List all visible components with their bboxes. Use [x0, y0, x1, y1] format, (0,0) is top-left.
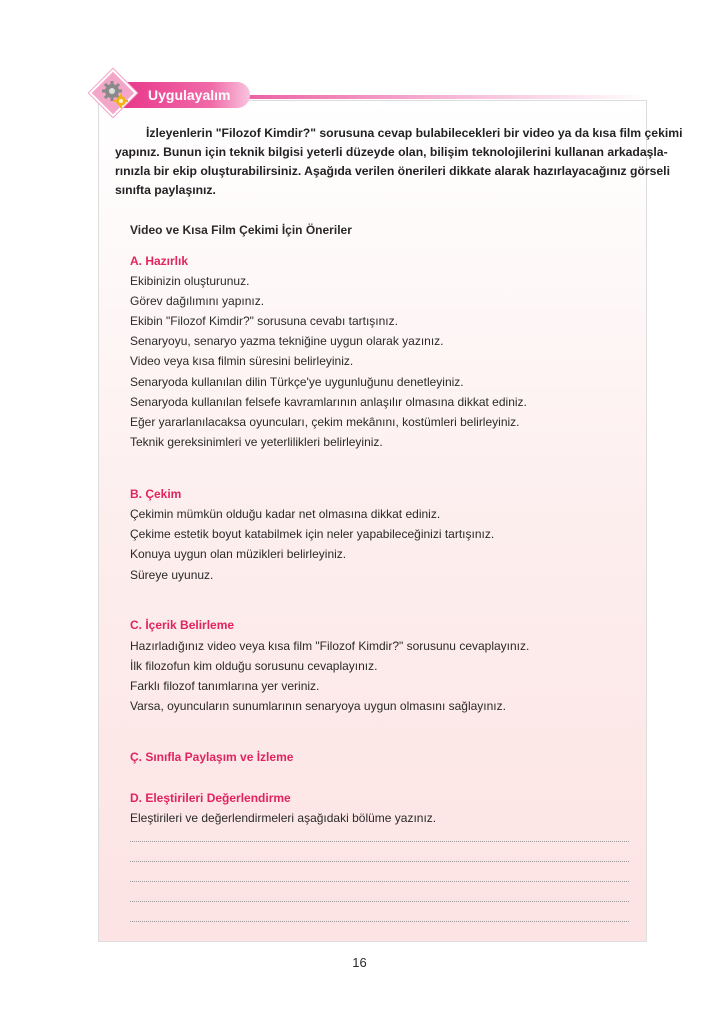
list-item: Süreye uyunuz. [130, 568, 214, 582]
writing-line[interactable] [130, 861, 629, 862]
section-heading: A. Hazırlık [130, 254, 189, 268]
list-item: Teknik gereksinimleri ve yeterlilikleri belirleyiniz. [130, 435, 383, 449]
section-heading: D. Eleştirileri Değerlendirme [130, 791, 291, 805]
list-item: Çekime estetik boyut katabilmek için neler yapabileceğinizi tartışınız. [130, 527, 495, 541]
list-item: Konuya uygun olan müzikleri belirleyiniz. [130, 547, 347, 561]
intro-line: sınıfta paylaşınız. [115, 183, 216, 197]
list-item: Senaryoyu, senaryo yazma tekniğine uygun olarak yazınız. [130, 334, 444, 348]
writing-line[interactable] [130, 881, 629, 882]
list-item: Video veya kısa filmin süresini belirleyiniz. [130, 354, 354, 368]
subtitle: Video ve Kısa Film Çekimi İçin Öneriler [130, 223, 352, 237]
header-line [230, 95, 650, 99]
list-item: Ekibin "Filozof Kimdir?" sorusuna cevabı tartışınız. [130, 314, 398, 328]
list-item: Varsa, oyuncuların sunumlarının senaryoya uygun olmasını sağlayınız. [130, 699, 506, 713]
list-item: Çekimin mümkün olduğu kadar net olmasına dikkat ediniz. [130, 507, 441, 521]
list-item: Eğer yararlanılacaksa oyuncuları, çekim mekânını, kostümleri belirleyiniz. [130, 415, 520, 429]
intro-line: İzleyenlerin "Filozof Kimdir?" sorusuna cevap bulabilecekleri bir video ya da kısa film çekimi [146, 126, 683, 140]
list-item: Senaryoda kullanılan dilin Türkçe'ye uygunluğunu denetleyiniz. [130, 375, 464, 389]
section-heading: B. Çekim [130, 487, 182, 501]
section-title: Uygulayalım [120, 82, 250, 108]
list-item: Eleştirileri ve değerlendirmeleri aşağıdaki bölüme yazınız. [130, 811, 437, 825]
page-number: 16 [352, 955, 367, 970]
writing-line[interactable] [130, 901, 629, 902]
section-heading: C. İçerik Belirleme [130, 618, 235, 632]
list-item: Ekibinizin oluşturunuz. [130, 274, 250, 288]
list-item: Hazırladığınız video veya kısa film "Filozof Kimdir?" sorusunu cevaplayınız. [130, 639, 530, 653]
list-item: İlk filozofun kim olduğu sorusunu cevaplayınız. [130, 659, 378, 673]
intro-line: rınızla bir ekip oluşturabilirsiniz. Aşağıda verilen önerileri dikkate alarak hazırlayacağınız görseli [115, 164, 670, 178]
writing-line[interactable] [130, 921, 629, 922]
section-heading: Ç. Sınıfla Paylaşım ve İzleme [130, 750, 294, 764]
intro-line: yapınız. Bunun için teknik bilgisi yeterli düzeyde olan, bilişim teknolojilerini kullanan arkadaşla- [115, 145, 668, 159]
gear-icon [98, 78, 132, 112]
list-item: Farklı filozof tanımlarına yer veriniz. [130, 679, 320, 693]
list-item: Senaryoda kullanılan felsefe kavramlarının anlaşılır olmasına dikkat ediniz. [130, 395, 527, 409]
writing-line[interactable] [130, 841, 629, 842]
list-item: Görev dağılımını yapınız. [130, 294, 265, 308]
